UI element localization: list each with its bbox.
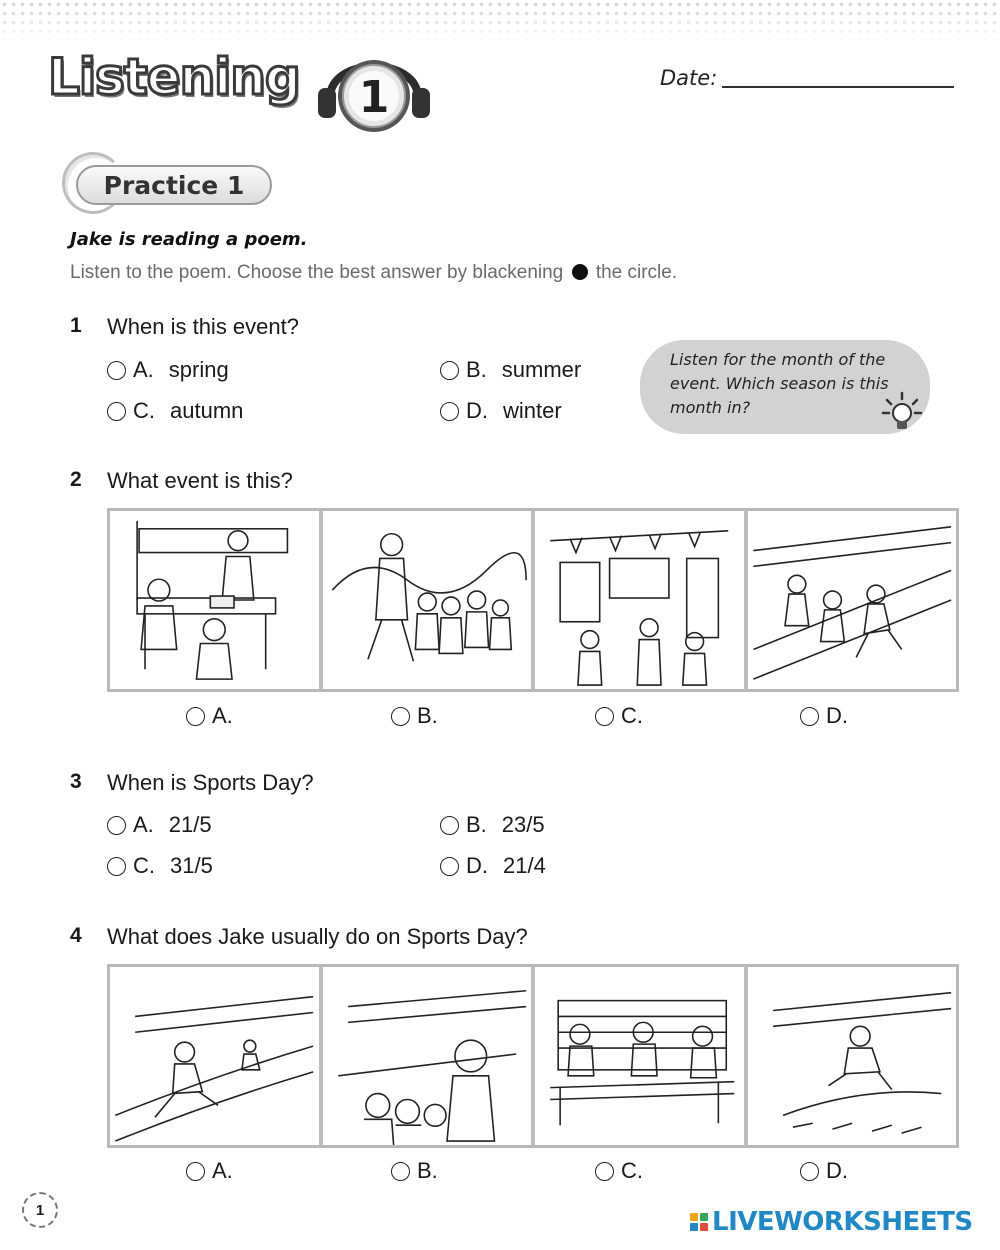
brand-icon-tile [690, 1213, 698, 1221]
intro-title: Jake is reading a poem. [70, 229, 308, 250]
q3-option-a[interactable] [107, 812, 212, 838]
q2-option-c[interactable] [595, 703, 643, 729]
answer-circle[interactable] [186, 707, 205, 726]
option-text: summer [501, 357, 582, 382]
q1-option-a[interactable] [107, 357, 229, 383]
answer-circle[interactable] [440, 361, 459, 380]
answer-circle[interactable] [107, 816, 126, 835]
q4-option-a[interactable] [186, 1158, 233, 1184]
unit-number: 1 [358, 72, 390, 123]
answer-circle[interactable] [391, 1162, 410, 1181]
practice-label: Practice 1 [103, 170, 245, 200]
question-text: What event is this? [107, 468, 293, 493]
option-letter: B. [466, 812, 487, 837]
question-number: 3 [70, 770, 82, 793]
brand-icon [690, 1213, 708, 1231]
lightbulb-icon [880, 390, 924, 432]
question-text: When is Sports Day? [107, 770, 314, 795]
hurdles-race-image [535, 967, 744, 1145]
q2-picture-strip [107, 508, 959, 692]
cheering-in-crowd-image [323, 967, 532, 1145]
option-letter: C. [133, 853, 155, 878]
q4-option-c[interactable] [595, 1158, 643, 1184]
option-letter: A. [133, 812, 154, 837]
answer-circle[interactable] [186, 1162, 205, 1181]
q2-option-d[interactable] [800, 703, 848, 729]
option-letter: D. [826, 1158, 848, 1183]
section-intro [70, 229, 678, 283]
date-label: Date: [660, 66, 718, 90]
option-letter: A. [212, 1158, 233, 1183]
running-race-image [748, 511, 957, 689]
answer-circle[interactable] [440, 857, 459, 876]
option-text: 21/4 [503, 853, 546, 878]
long-jump-image [748, 967, 957, 1145]
option-text: 23/5 [501, 812, 545, 837]
q4-option-d[interactable] [800, 1158, 848, 1184]
answer-circle[interactable] [800, 707, 819, 726]
school-fair-image [535, 511, 744, 689]
page-number: 1 [22, 1192, 58, 1228]
option-letter: C. [621, 703, 643, 728]
date-field[interactable] [660, 66, 960, 96]
classroom-image [110, 511, 319, 689]
option-text: winter [503, 398, 562, 423]
option-letter: C. [133, 398, 155, 423]
practice-heading [62, 152, 274, 212]
question-number: 4 [70, 924, 82, 947]
unit-badge-headphones-icon [310, 36, 438, 136]
q2-option-b[interactable] [391, 703, 438, 729]
brand-icon-tile [700, 1213, 708, 1221]
brand-text: LIVEWORKSHEETS [712, 1207, 973, 1237]
option-letter: D. [466, 853, 488, 878]
q4-picture-strip [107, 964, 959, 1148]
brand-icon-tile [700, 1223, 708, 1231]
option-text: spring [168, 357, 229, 382]
question-text: What does Jake usually do on Sports Day? [107, 924, 528, 949]
question-number: 1 [70, 314, 82, 337]
question-text: When is this event? [107, 314, 299, 339]
q1-option-d[interactable] [440, 398, 562, 424]
option-letter: C. [621, 1158, 643, 1183]
option-text: 21/5 [168, 812, 212, 837]
answer-circle[interactable] [800, 1162, 819, 1181]
option-text: autumn [170, 398, 244, 423]
answer-circle[interactable] [107, 361, 126, 380]
field-trip-walk-image [323, 511, 532, 689]
filled-circle-icon [572, 264, 588, 280]
q1-option-c[interactable] [107, 398, 243, 424]
option-letter: B. [417, 1158, 438, 1183]
date-line [722, 86, 954, 88]
listening-title: Listening [48, 48, 300, 106]
option-letter: B. [466, 357, 487, 382]
answer-circle[interactable] [440, 402, 459, 421]
option-letter: A. [212, 703, 233, 728]
instruction-text: Listen to the poem. Choose the best answer by blackening [70, 262, 564, 283]
q3-option-c[interactable] [107, 853, 213, 879]
q3-option-d[interactable] [440, 853, 546, 879]
answer-circle[interactable] [595, 707, 614, 726]
option-letter: B. [417, 703, 438, 728]
q4-option-b[interactable] [391, 1158, 438, 1184]
option-text: 31/5 [170, 853, 213, 878]
answer-circle[interactable] [107, 857, 126, 876]
question-number: 2 [70, 468, 82, 491]
q1-option-b[interactable] [440, 357, 581, 383]
answer-circle[interactable] [107, 402, 126, 421]
running-on-track-image [110, 967, 319, 1145]
answer-circle[interactable] [391, 707, 410, 726]
instruction [70, 262, 830, 284]
q3-option-b[interactable] [440, 812, 545, 838]
answer-circle[interactable] [595, 1162, 614, 1181]
instruction-text-end: the circle. [595, 262, 678, 283]
option-letter: A. [133, 357, 154, 382]
page-header [40, 36, 970, 136]
practice-pill [76, 165, 272, 205]
hint-bubble [640, 340, 930, 434]
hint-text: Listen for the month of the event. Which season is this month in? [670, 350, 889, 417]
liveworksheets-logo [690, 1207, 973, 1237]
brand-icon-tile [690, 1223, 698, 1231]
answer-circle[interactable] [440, 816, 459, 835]
option-letter: D. [466, 398, 488, 423]
q2-option-a[interactable] [186, 703, 233, 729]
option-letter: D. [826, 703, 848, 728]
